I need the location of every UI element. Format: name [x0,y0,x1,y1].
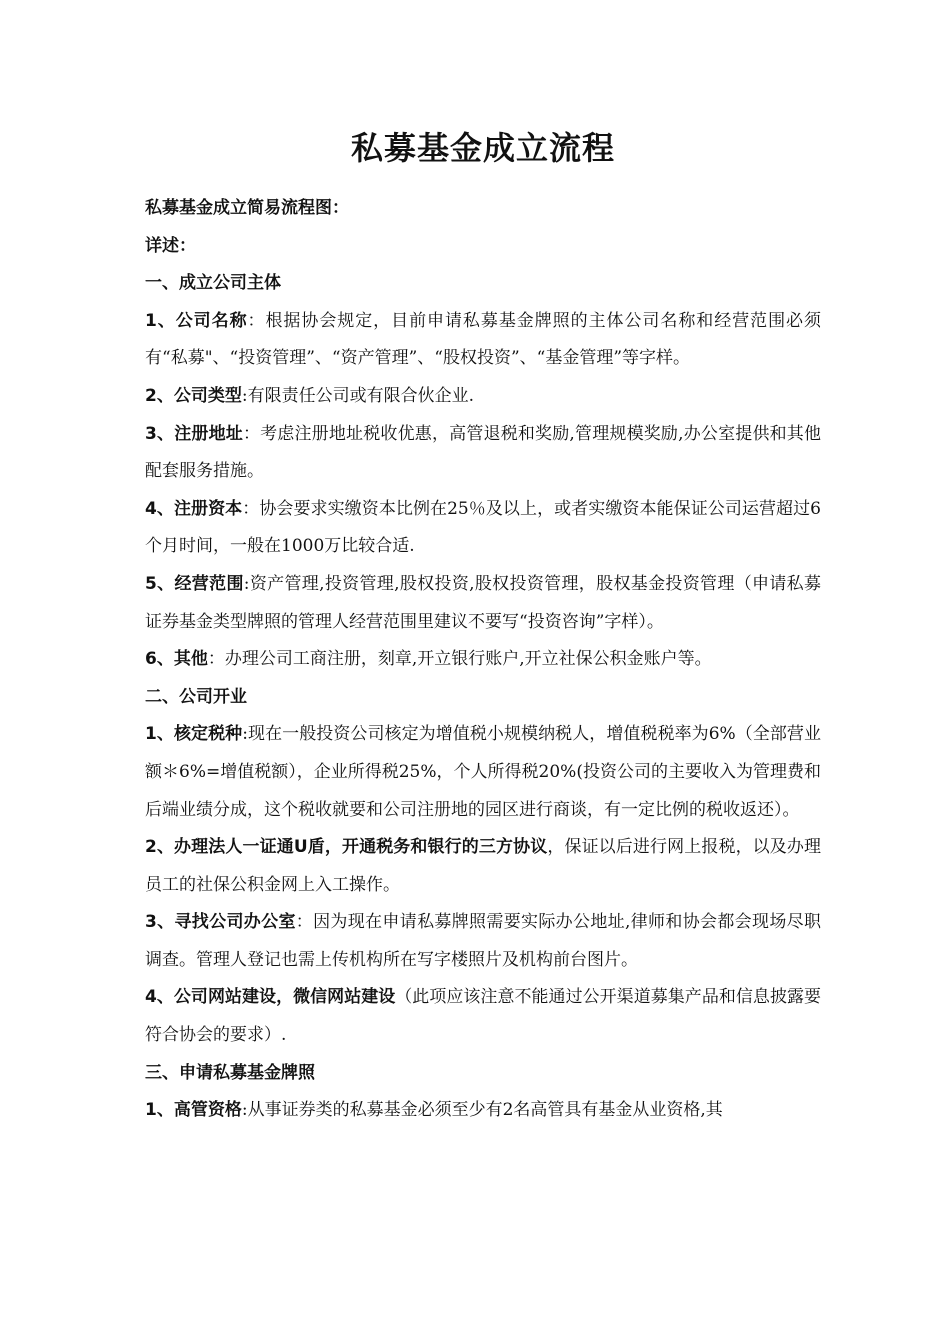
detail-label: 详述： [145,235,196,256]
item-separator: ： [242,498,260,519]
list-item [145,716,821,829]
list-item [145,416,821,491]
list-item [145,829,821,904]
item-text: 因为现在申请私募牌照需要实际办公地址,律师和协会都会现场尽职调查。管理人登记也需上传机构所在写字楼照片及机构前台图片。 [145,912,821,970]
item-label: 1、高管资格 [145,1100,242,1121]
item-separator: ， [547,837,565,858]
list-item [145,303,821,378]
document-body [145,118,821,1130]
item-separator: ： [247,310,266,331]
item-separator: ： [207,649,225,670]
list-item [145,1092,821,1130]
item-label: 1、核定税种 [145,724,243,745]
item-separator: ： [295,912,314,933]
item-separator: : [243,573,250,594]
item-separator: : [241,1100,248,1121]
flow-label: 私募基金成立简易流程图： [145,198,349,218]
item-label: 6、其他 [145,649,208,670]
list-item [145,491,821,566]
item-label: 4、公司网站建设，微信网站建设 [145,987,396,1008]
item-text: 保证以后进行网上报税，以及办理员工的社保公积金网上入工操作。 [145,837,822,895]
item-text: 现在一般投资公司核定为增值税小规模纳税人，增值税税率为6%（全部营业额＊6%=增值税额），企业所得税25%，个人所得税20%(投资公司的主要收入为管理费和后端业绩分成，这个税收就要和公司注册地的园区进行商谈，有一定比例的税收返还）。 [145,724,821,820]
document-title: 私募基金成立流程 [350,129,615,167]
item-label: 2、办理法人一证通U盾，开通税务和银行的三方协议 [145,837,548,858]
item-text: 协会要求实缴资本比例在25％及以上，或者实缴资本能保证公司运营超过6个月时间，一般在1000万比较合适. [145,498,821,557]
section-heading: 三、申请私募基金牌照 [145,1062,315,1083]
item-separator: : [242,724,248,745]
list-item [145,641,821,679]
item-text: 办理公司工商注册，刻章,开立银行账户,开立社保公积金账户等。 [224,649,712,670]
item-separator: ： [242,423,261,444]
item-label: 2、公司类型 [145,385,242,406]
list-item [145,378,821,416]
item-label: 3、注册地址 [145,423,243,444]
item-text: 从事证券类的私募基金必须至少有2名高管具有基金从业资格,其 [247,1100,723,1121]
item-text: 根据协会规定，目前申请私募基金牌照的主体公司名称和经营范围必须有“私募"、“投资管理”、“资产管理”、“股权投资”、“基金管理”等字样。 [145,310,821,369]
section-heading: 一、成立公司主体 [145,273,281,294]
item-text: （此项应该注意不能通过公开渠道募集产品和信息披露要符合协会的要求）. [145,987,822,1046]
item-text: 资产管理,投资管理,股权投资,股权投资管理，股权基金投资管理（申请私募证券基金类型牌照的管理人经营范围里建议不要写“投资咨询”字样）。 [145,573,821,632]
item-text: 考虑注册地址税收优惠，高管退税和奖励,管理规模奖励,办公室提供和其他配套服务措施。 [145,423,821,482]
item-label: 4、注册资本 [145,498,243,519]
section-heading: 二、公司开业 [145,686,247,707]
list-item [145,904,821,979]
list-item [145,566,821,641]
list-item [145,979,821,1054]
item-separator: : [241,385,248,406]
item-label: 3、寻找公司办公室 [145,912,296,933]
item-text: 有限责任公司或有限合伙企业. [247,385,474,406]
item-label: 1、公司名称 [145,310,248,331]
item-label: 5、经营范围 [145,573,244,594]
